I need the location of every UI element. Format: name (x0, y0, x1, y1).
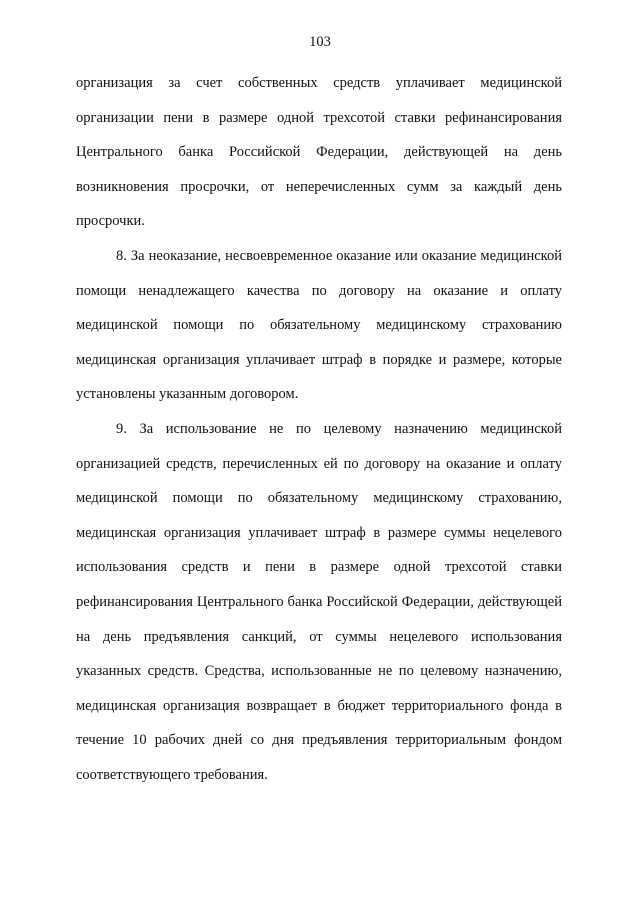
paragraph-item-8: 8. За неоказание, несвоевременное оказание или оказание медицинской помощи ненадлежащего качества по договору на оказание и оплату медицинской помощи по обязательному медицинскому страхованию медицинская организация уплачивает штраф в порядке и размере, которые установлены указанным договором. (76, 247, 562, 403)
paragraph-item-9: 9. За использование не по целевому назначению медицинской организацией средств, перечисленных ей по договору на оказание и оплату медицинской помощи по обязательному медицинскому страхованию, медицинская организация уплачивает штраф в размере суммы нецелевого использования средств и пени в размере одной трехсотой ставки рефинансирования Центрального банка Российской Федерации, действующей на день предъявления санкций, от суммы нецелевого использования указанных средств. Средства, использованные не по целевому назначению, медицинская организация возвращает в бюджет территориального фонда в течение 10 рабочих дней со дня предъявления территориальным фондом соответствующего требования. (76, 420, 562, 783)
page-number: 103 (309, 34, 331, 50)
document-body (76, 66, 562, 792)
paragraph-continuation: организация за счет собственных средств уплачивает медицинской организации пени в размере одной трехсотой ставки рефинансирования Центрального банка Российской Федерации, действующей на день возникновения просрочки, от неперечисленных сумм за каждый день просрочки. (76, 75, 562, 230)
